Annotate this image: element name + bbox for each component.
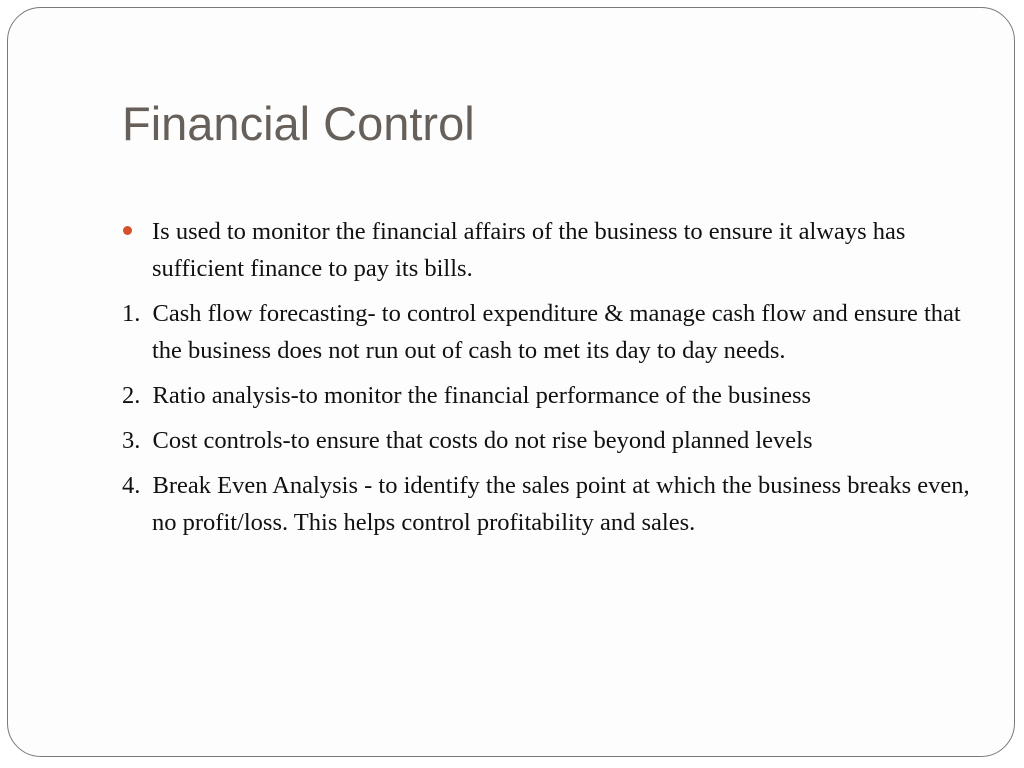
bullet-paragraph [122, 213, 992, 287]
list-item-number: 3. [122, 427, 141, 454]
slide-title: Financial Control [122, 97, 475, 150]
list-item-text: Cost controls-to ensure that costs do not rise beyond planned levels [152, 427, 813, 454]
list-item-3 [122, 422, 992, 459]
list-item-number: 2. [122, 382, 141, 409]
slide-frame [7, 7, 1015, 757]
list-item-text: Ratio analysis-to monitor the financial performance of the business [152, 382, 812, 409]
list-item-1 [122, 295, 992, 369]
list-item-number: 1. [122, 300, 141, 327]
list-item-number: 4. [122, 472, 141, 499]
list-item-text: Cash flow forecasting- to control expenditure & manage cash flow and ensure that the business does not run out of cash to met its day to day needs. [152, 300, 961, 364]
list-item-2 [122, 377, 992, 414]
slide-body [122, 213, 992, 549]
list-item-4 [122, 467, 992, 541]
list-item-text: Break Even Analysis - to identify the sales point at which the business breaks even, no profit/loss. This helps control profitability and sales. [152, 472, 970, 536]
bullet-text: Is used to monitor the financial affairs of the business to ensure it always has sufficient finance to pay its bills. [152, 218, 906, 282]
bullet-dot-icon [123, 226, 132, 235]
